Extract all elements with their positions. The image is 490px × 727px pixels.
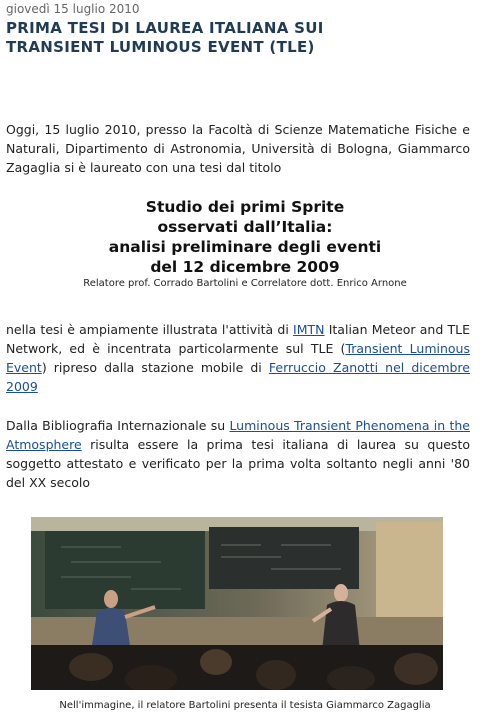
post-date: giovedì 15 luglio 2010 [6, 2, 140, 16]
bibliography-paragraph [6, 416, 470, 492]
title-line-2: TRANSIENT LUMINOUS EVENT (TLE) [6, 38, 315, 56]
lecture-photo [31, 517, 443, 690]
post-title [6, 19, 476, 57]
lecture-photo-image [31, 517, 443, 690]
thesis-title [0, 197, 490, 277]
bibliography-text-1: Dalla Bibliografia Internazionale su [6, 418, 230, 433]
description-text-1: nella tesi è ampiamente illustrata l'attività di [6, 322, 294, 337]
description-text-3: ) ripreso dalla stazione mobile di [41, 360, 269, 375]
description-paragraph [6, 320, 470, 396]
thesis-line-4: del 12 dicembre 2009 [150, 258, 340, 276]
photo-caption: Nell'immagine, il relatore Bartolini presenta il tesista Giammarco Zagaglia [59, 700, 431, 711]
zanotti-link[interactable]: Ferruccio Zanotti nel dicembre 2009 [6, 360, 470, 394]
title-line-1: PRIMA TESI DI LAUREA ITALIANA SUI [6, 19, 324, 37]
description-text-2: Italian Meteor and TLE Network, ed è incentrata particolarmente sul TLE ( [6, 322, 470, 356]
tle-link[interactable]: Transient Luminous Event [6, 341, 470, 375]
imtn-link[interactable]: IMTN [293, 322, 325, 337]
intro-paragraph: Oggi, 15 luglio 2010, presso la Facoltà di Scienze Matematiche Fisiche e Naturali, Dipartimento di Astronomia, Università di Bologna, Giammarco Zagaglia si è laureato con una tesi dal titolo [6, 122, 470, 175]
thesis-line-1: Studio dei primi Sprite [145, 198, 345, 216]
thesis-line-2: osservati dall’Italia: [157, 218, 333, 236]
thesis-advisors: Relatore prof. Corrado Bartolini e Correlatore dott. Enrico Arnone [83, 278, 407, 289]
thesis-line-3: analisi preliminare degli eventi [108, 238, 382, 256]
ltp-link[interactable]: Luminous Transient Phenomena in the Atmosphere [6, 418, 470, 452]
bibliography-text-2: risulta essere la prima tesi italiana di laurea su questo soggetto attestato e verificato per la prima volta soltanto negli anni '80 del XX secolo [6, 437, 470, 490]
